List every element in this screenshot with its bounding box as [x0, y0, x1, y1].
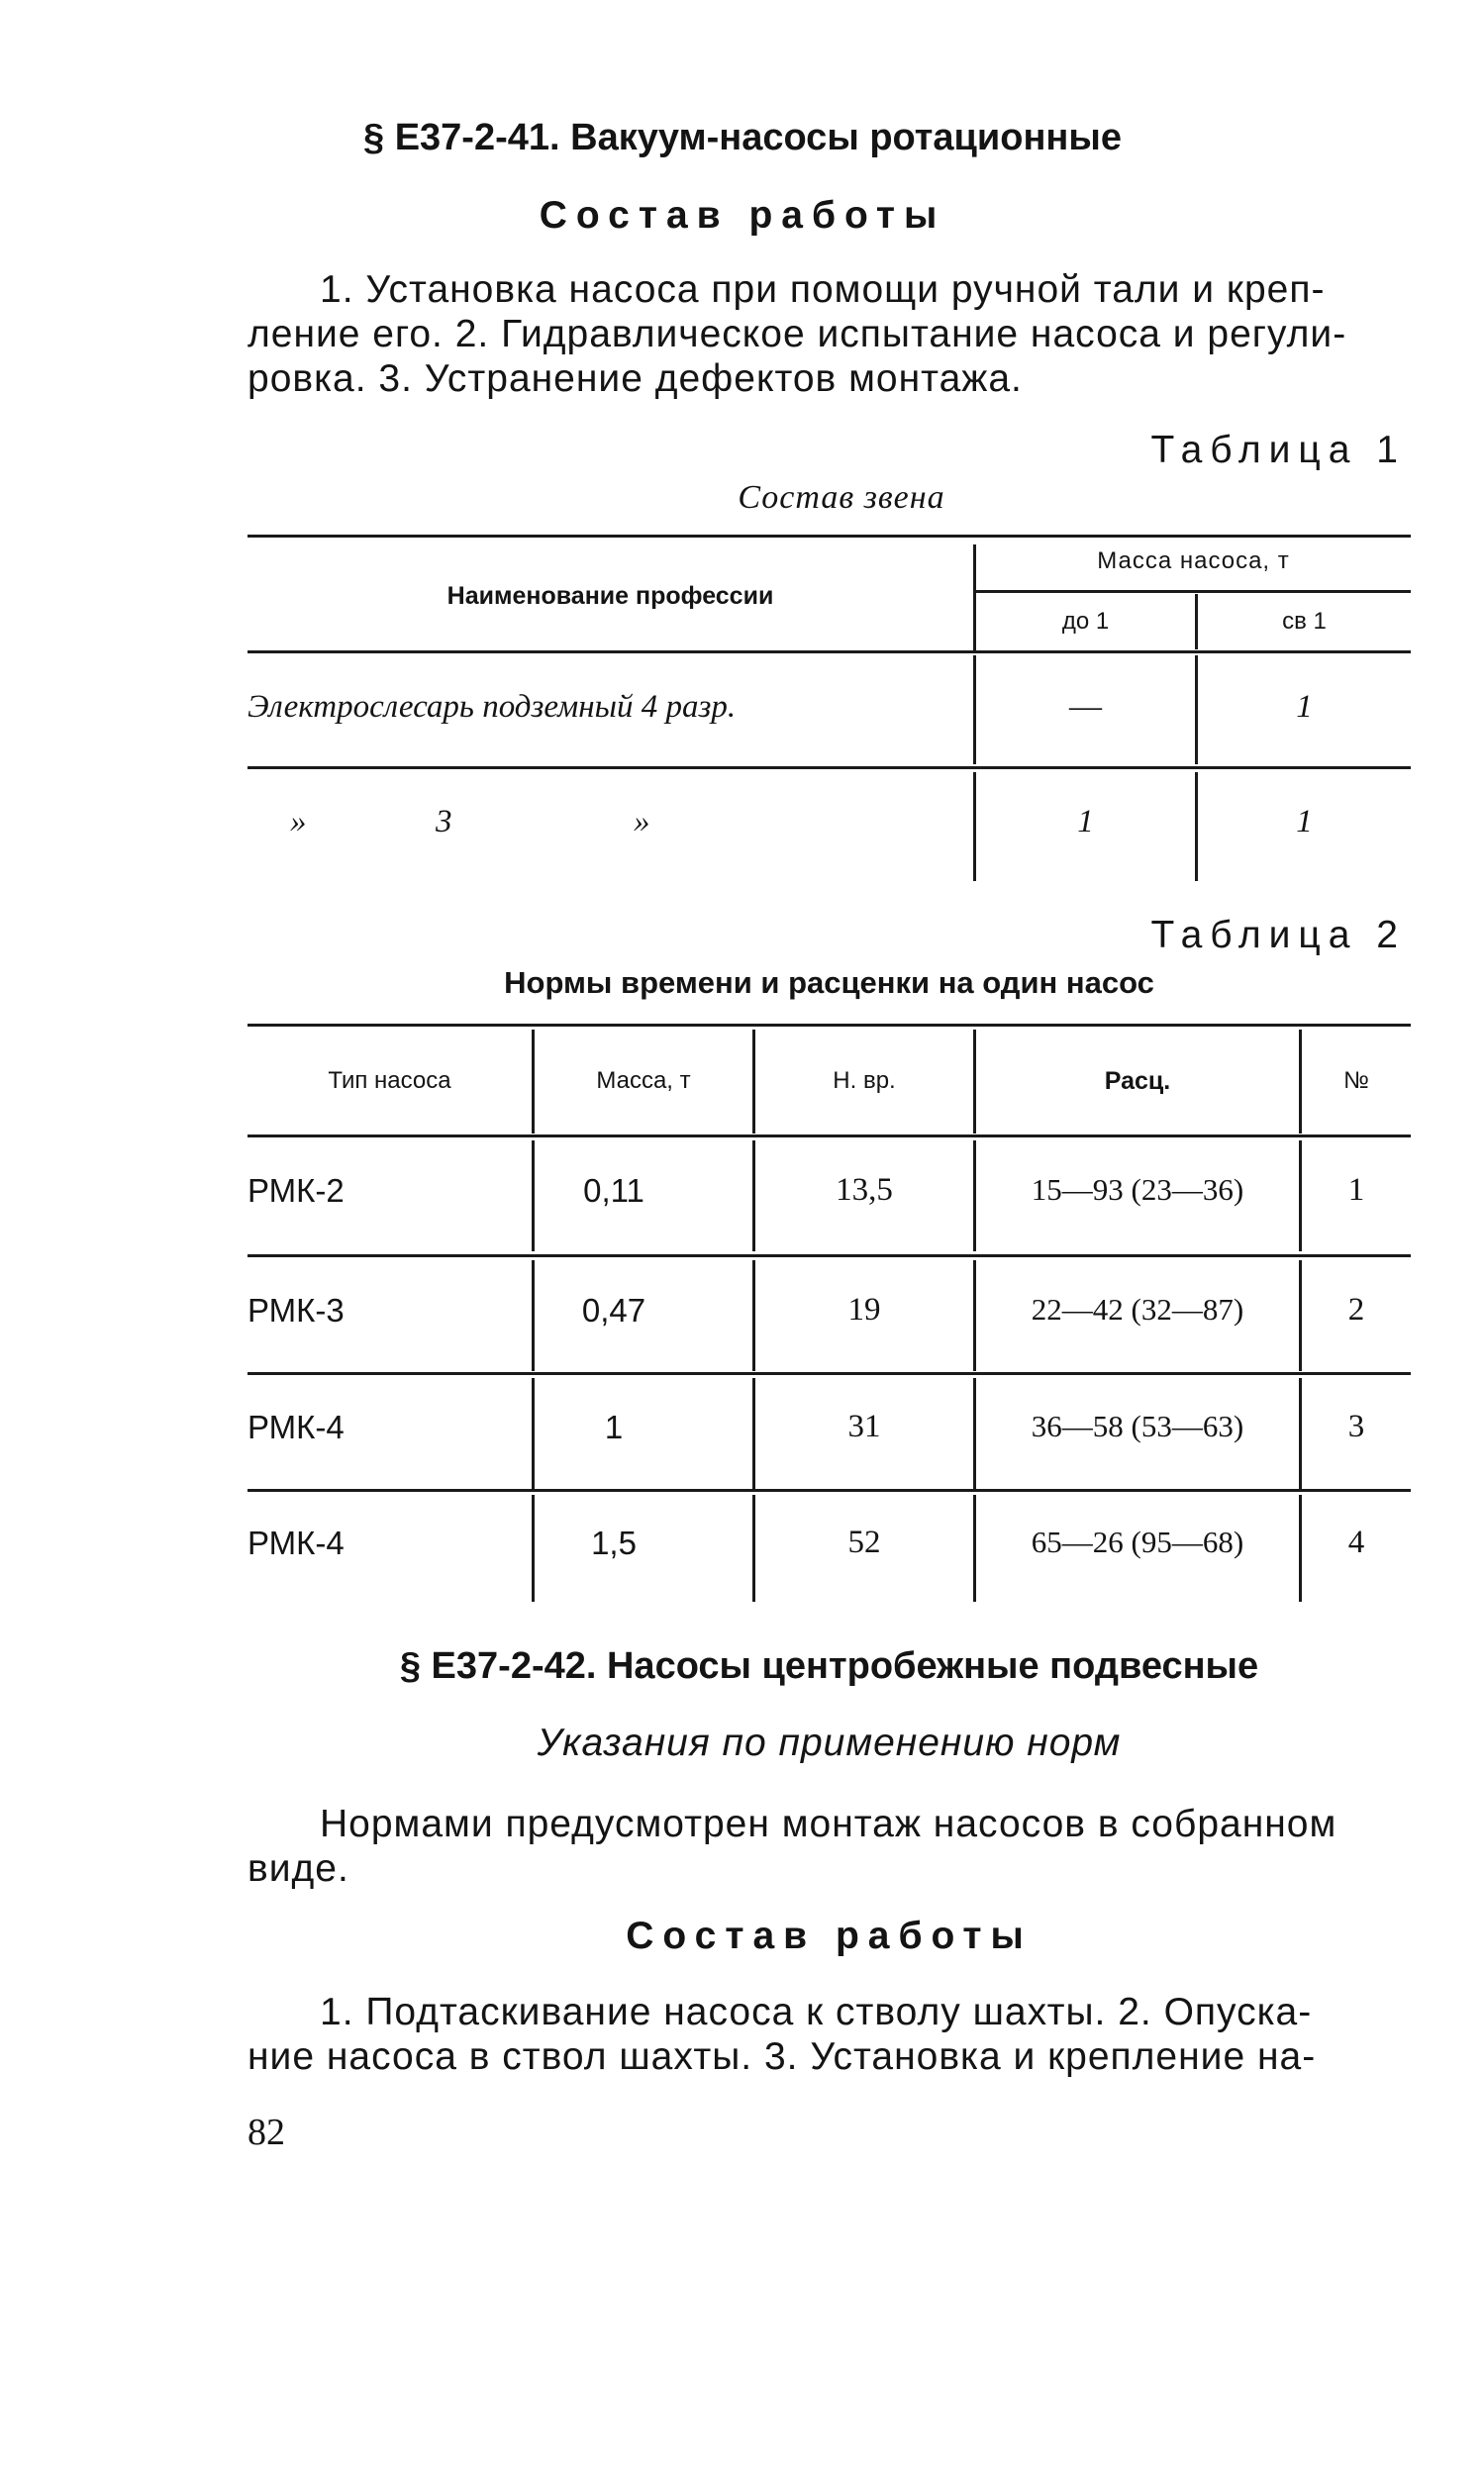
table2-row2-type: РМК-3: [247, 1292, 345, 1329]
table1-row1-col2: 1: [1296, 689, 1313, 725]
table1-row1-col1: —: [1069, 689, 1102, 725]
table1-header-profession: Наименование профессии: [446, 582, 774, 610]
table2-row1-mass: 0,11: [583, 1172, 644, 1209]
table2-row3-price: 36—58 (53—63): [1031, 1409, 1244, 1443]
table2-header-price: Расц.: [1104, 1067, 1171, 1095]
table2-row4-price: 65—26 (95—68): [1031, 1525, 1244, 1559]
table2-header-number: №: [1343, 1067, 1369, 1094]
section1-paragraph: [247, 267, 1435, 401]
table2-row-rule: [247, 1489, 1411, 1492]
table2-row4-mass: 1,5: [591, 1525, 637, 1561]
table2-header-type: Тип насоса: [328, 1067, 451, 1094]
table2-row4-norm: 52: [847, 1525, 881, 1560]
table2-row2-norm: 19: [847, 1292, 881, 1328]
section-subtitle-work-composition: Состав работы: [539, 194, 946, 237]
table2-title: Нормы времени и расценки на один насос: [504, 965, 1154, 1000]
table1-row2-grade: 3: [436, 804, 452, 839]
table2-top-rule: [247, 1024, 1411, 1027]
paragraph-line: 1. Подтаскивание насоса к стволу шахты. 2. Опуска-: [320, 1991, 1313, 2033]
table1-row1-profession: Электрослесарь подземный 4 разр.: [247, 689, 737, 725]
table2-row1-type: РМК-2: [247, 1172, 345, 1209]
paragraph-line: ровка. 3. Устранение дефектов монтажа.: [247, 357, 1023, 400]
table1-subheader-rule: [976, 590, 1411, 593]
table1-title: Состав звена: [738, 479, 945, 516]
paragraph-line: ление его. 2. Гидравлическое испытание насоса и регули-: [247, 313, 1347, 355]
table2-header-mass: Масса, т: [596, 1067, 691, 1094]
paragraph-line: виде.: [247, 1847, 349, 1890]
table1-header-col1: до 1: [1061, 608, 1110, 635]
section-title-e37-2-41: § Е37-2-41. Вакуум-насосы ротационные: [363, 117, 1122, 158]
table2-row4-type: РМК-4: [247, 1525, 345, 1561]
section2-subtitle-work-composition: Состав работы: [626, 1915, 1033, 1957]
table2-row2-mass: 0,47: [581, 1292, 646, 1329]
table1-row2-col2: 1: [1296, 804, 1313, 839]
section2-subtitle-instructions: Указания по применению норм: [537, 1722, 1122, 1764]
table1-label: Таблица 1: [1150, 429, 1406, 471]
table2-header-rule: [247, 1134, 1411, 1137]
table1-header-col2: св 1: [1282, 608, 1327, 635]
table2-row-rule: [247, 1372, 1411, 1375]
table1-row2-col1: 1: [1077, 804, 1094, 839]
table2-row3-mass: 1: [604, 1409, 624, 1445]
table2-row1-norm: 13,5: [836, 1172, 893, 1208]
table2-row-rule: [247, 1254, 1411, 1257]
table1-top-rule: [247, 535, 1411, 538]
section2-paragraph: [247, 1802, 1435, 1891]
paragraph-line: Нормами предусмотрен монтаж насосов в собранном: [320, 1803, 1337, 1845]
table2-row1-price: 15—93 (23—36): [1031, 1172, 1244, 1207]
section-title-e37-2-42: § Е37-2-42. Насосы центробежные подвесные: [399, 1645, 1259, 1687]
table2-row4-number: 4: [1347, 1525, 1365, 1560]
table2-header-norm: Н. вр.: [833, 1067, 896, 1094]
table1-header-mass: Масса насоса, т: [1097, 547, 1290, 574]
table1-row2-ditto1: »: [290, 804, 307, 839]
paragraph-line: 1. Установка насоса при помощи ручной тали и креп-: [320, 268, 1326, 311]
table2-row3-number: 3: [1347, 1409, 1365, 1444]
table1-row2-ditto2: »: [634, 804, 650, 839]
table2-row2-number: 2: [1347, 1292, 1365, 1328]
table1-header-rule: [247, 650, 1411, 653]
table2-row3-type: РМК-4: [247, 1409, 345, 1445]
table1-row-rule: [247, 766, 1411, 769]
table2-row2-price: 22—42 (32—87): [1031, 1292, 1244, 1327]
section2-paragraph-2: [247, 1990, 1435, 2079]
page-number: 82: [247, 2112, 285, 2153]
table2-label: Таблица 2: [1150, 914, 1406, 956]
table2-row3-norm: 31: [847, 1409, 881, 1444]
table2-row1-number: 1: [1347, 1172, 1365, 1208]
paragraph-line: ние насоса в ствол шахты. 3. Установка и крепление на-: [247, 2035, 1317, 2078]
